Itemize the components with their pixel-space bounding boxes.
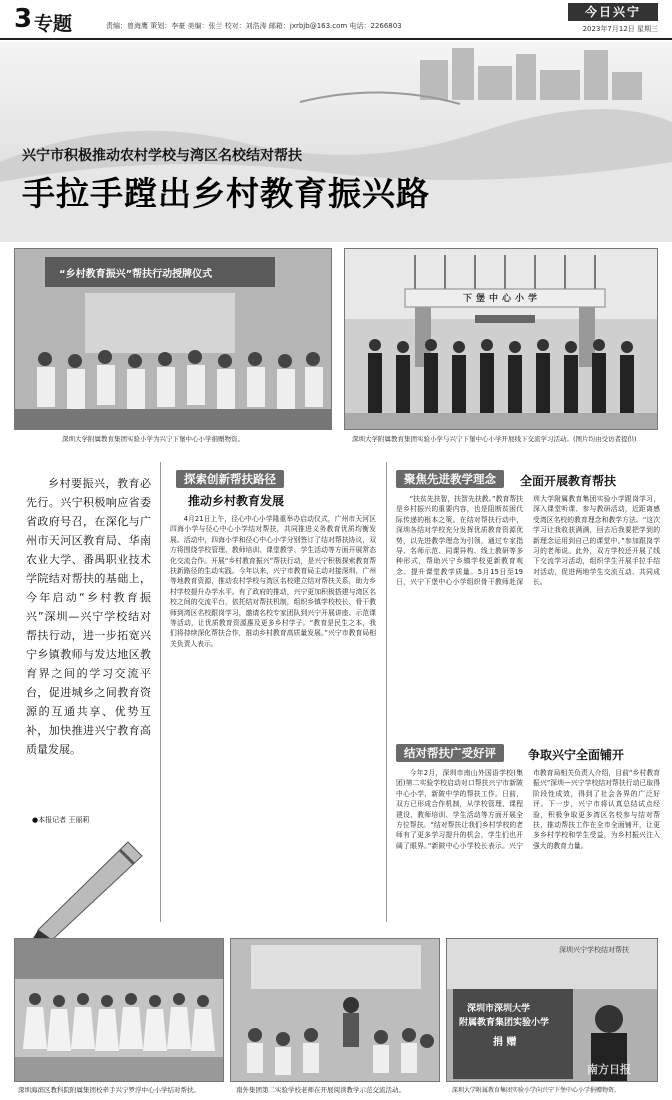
photo-students-dance [14, 938, 224, 1082]
photo-donation-board [446, 938, 658, 1082]
board-line1: 深圳市深圳大学 [467, 1004, 531, 1014]
title-banner [0, 42, 672, 242]
caption-bottom-mid: 南外集团第二实验学校老师在开展阅读教学示范交流活动。 [236, 1086, 405, 1094]
page-header [0, 0, 672, 40]
watermark-text: 南方日报 [587, 1063, 631, 1076]
photo-donation-ceremony [14, 248, 332, 430]
gate-sign-text: 下堡中心小学 [463, 294, 542, 304]
section2-body: “扶贫先扶智，扶智先扶教。”教育帮扶是乡村振兴的重要内容，也是阻断贫困代际传递的根本之策。在结对帮扶行动中，深圳各结对学校充分发挥优质教育资源优势，以先进教学理念为引领，通过专家指导、名师示范、同课异构、线上教研等多种形式，帮助兴宁乡镇学校更新教育观念、提升课堂教学质量。5月15日至19日，兴宁下堡中心小学组织骨干教师赴深圳大学附属教育集团实验小学跟岗学习，深入课堂听课、参与教研活动，近距离感受湾区名校的教育理念和教学方法。“这次学习让我收获满满，回去后我要把学到的新理念运用到自己的课堂中。”参加跟岗学习的老师说。此外，双方学校还开展了线下交流学习活动，组织学生开展手拉手结对活动，促进两地学生交流互动、共同成长。 [396, 495, 660, 587]
photo-school-gate [344, 248, 658, 430]
section1-body: 4月21日上午，径心中心小学隆重举办启动仪式，广州市天河区四海小学与径心中心小学结对帮扶，共同推进义务教育优质均衡发展。活动中，四海小学和径心中心小学分别签订了结对帮扶协议，双方将围绕学校管理、教师培训、课堂教学、学生活动等方面开展常态化交流合作。开展“乡村教育振兴”帮扶行动，是兴宁积极探索教育帮扶新路径的生动实践。今年以来，兴宁市教育局主动对接深圳、广州等地教育资源，推动农村学校与湾区名校建立结对帮扶关系，助力乡村学校提升办学水平。有了政府的推动，兴宁更加积极搭建与湾区名校之间的交流平台，依托结对帮扶机制，组织乡镇学校校长、骨干教师到湾区名校跟岗学习，邀请名校专家团队到兴宁开展讲座、示范课等活动，让优质教育资源惠及更多乡村学子。“教育是民生之本，我们将持续深化帮扶合作，推动乡村教育高质量发展。”兴宁市教育局相关负责人表示。 [170, 515, 376, 648]
section1-tag: 探索创新帮扶路径 [176, 470, 284, 488]
section3-title: 争取兴宁全面铺开 [528, 748, 625, 762]
section-label: 专题 [34, 13, 73, 35]
editor-credits: 责编：曾海鹰 策划：李豪 美编：张兰 校对：刘浩涛 邮箱：jxrbjb@163.com 电话：2266803 [106, 22, 402, 30]
photo-dance-illustration [15, 939, 224, 1082]
board-top-text: 深圳兴宁学校结对帮扶 [559, 946, 629, 954]
section3-tag: 结对帮扶广受好评 [396, 744, 504, 762]
caption-bottom-right: 深圳大学附属教育集团实验小学向兴宁下堡中心小学捐赠物资。 [452, 1087, 621, 1094]
photo-gate-illustration [345, 249, 658, 430]
section1-title: 推动乡村教育发展 [188, 494, 285, 508]
newspaper-logo: 今日兴宁 [568, 3, 658, 21]
photo-classroom-illustration [231, 939, 440, 1082]
column-divider-2 [386, 462, 387, 922]
caption-top-right: 深圳大学附属教育集团实验小学与兴宁下堡中心小学开展线下交流学习活动。(图片均由受访者提供) [352, 435, 637, 443]
photo-classroom [230, 938, 440, 1082]
lead-paragraph: 乡村要振兴，教育必先行。兴宁积极响应省委省政府号召，在深化与广州市天河区教育局、华南农业大学、番禺职业技术学院结对帮扶的基础上，今年启动“乡村教育振兴”深圳—兴宁学校结对帮扶行动，进一步拓宽兴宁乡镇教师与发达地区教育界之间的学习交流平台，促进城乡之间教育资源的互通共享、优势互补，加快推进兴宁教育高质量发展。 [26, 477, 151, 756]
reporter-byline: ●本报记者 王丽莉 [32, 816, 90, 824]
issue-date: 2023年7月12日 星期三 [582, 25, 658, 33]
ceremony-banner-text: “乡村教育振兴”帮扶行动授牌仪式 [59, 269, 213, 280]
caption-bottom-left: 深圳海滨区教科院附属集团校牵手兴宁罗浮中心小学结对帮扶。 [18, 1086, 200, 1094]
article-subtitle: 兴宁市积极推动农村学校与湾区名校结对帮扶 [22, 148, 302, 164]
pen-icon [30, 832, 150, 942]
board-line3: 捐 赠 [493, 1037, 517, 1048]
page-number: 3 [14, 4, 33, 34]
section2-title: 全面开展教育帮扶 [520, 474, 617, 488]
article-headline: 手拉手蹚出乡村教育振兴路 [22, 174, 430, 213]
section2-tag: 聚焦先进教学理念 [396, 470, 504, 488]
board-line2: 附属教育集团实验小学 [459, 1018, 550, 1028]
section3-body: 今年2月，深圳市南山外国语学校(集团)第二实验学校启动对口帮扶兴宁市新陂中心小学，新陂中学的帮扶工作。日前，双方已形成合作机制，从学校管理、课程建设、教师培训、学生活动等方面开展全方位帮扶。“结对帮扶让我们乡村学校的老师有了更多学习提升的机会，学生们也开阔了眼界。”新陂中心小学校长表示。兴宁市教育局相关负责人介绍，目前“乡村教育振兴”深圳—兴宁学校结对帮扶行动已取得阶段性成效，得到了社会各界的广泛好评。下一步，兴宁市将认真总结试点经验，积极争取更多湾区名校参与结对帮扶，推动帮扶工作在全市全面铺开，让更多乡村学校和学生受益，为乡村振兴注入强大的教育力量。 [396, 769, 660, 850]
caption-top-left: 深圳大学附属教育集团实验小学为兴宁下堡中心小学捐赠物资。 [62, 435, 244, 443]
column-divider-1 [160, 462, 161, 922]
